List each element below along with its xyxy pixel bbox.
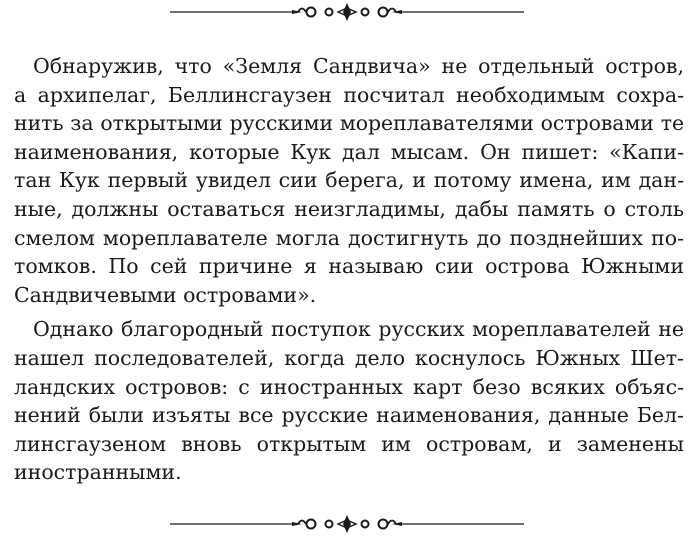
text-line: Сандвичевыми островами». [14, 282, 317, 307]
ornament-flourish-icon [166, 0, 528, 24]
text-line: линсгаузеном вновь открытым им островам, и заменены [14, 431, 684, 456]
bottom-ornament-divider [166, 512, 528, 536]
text-line: смелом мореплавателе могла достигнуть до позднейших по- [14, 225, 684, 250]
page-text [14, 52, 684, 487]
text-line: нашел последователей, когда дело коснулось Южных Шет- [14, 345, 684, 370]
text-line: Однако благородный поступок русских мореплавателей не [33, 317, 684, 342]
text-line: нений были изъяты все русские наименования, данные Бел- [14, 403, 684, 428]
top-ornament-divider [166, 0, 528, 24]
text-line: нить за открытыми русскими мореплавателями островами те [14, 111, 684, 136]
text-line: тан Кук первый увидел сии берега, и потому имена, им дан- [14, 168, 684, 193]
text-line: ные, должны оставаться неизгладимы, дабы память о столь [14, 196, 684, 221]
paragraph-2 [14, 315, 684, 487]
ornament-flourish-icon [166, 512, 528, 536]
text-line: томков. По сей причине я называю сии острова Южными [14, 254, 684, 279]
paragraph-1 [14, 52, 684, 309]
text-line: Обнаружив, что «Земля Сандвича» не отдельный остров, [33, 54, 684, 78]
text-line: ландских островов: с иностранных карт безо всяких объяс- [14, 374, 684, 399]
text-line: иностранными. [14, 460, 182, 485]
text-line: а архипелаг, Беллинсгаузен посчитал необходимым сохра- [14, 82, 684, 107]
text-line: наименования, которые Кук дал мысам. Он пишет: «Капи- [14, 139, 684, 164]
